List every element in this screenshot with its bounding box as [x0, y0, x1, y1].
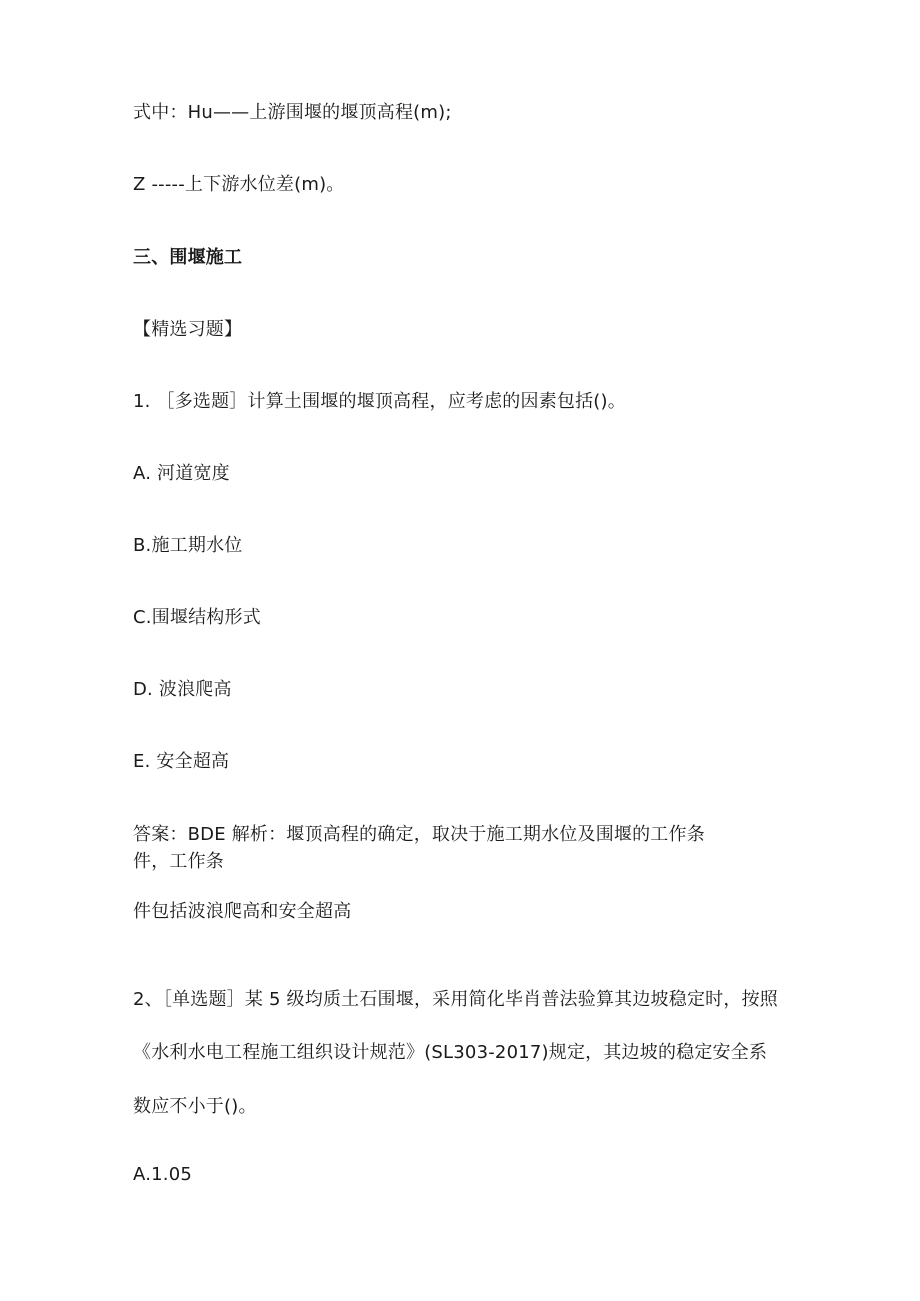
question-2-text-line-1: 2、［单选题］某 5 级均质土石围堰，采用简化毕肖普法验算其边坡稳定时，按照 — [133, 989, 778, 1010]
question-1-option-e: E. 安全超高 — [133, 751, 230, 772]
question-1-option-b: B.施工期水位 — [133, 535, 243, 556]
question-1-text: 1. ［多选题］计算土围堰的堰顶高程，应考虑的因素包括()。 — [133, 391, 626, 412]
question-1-option-a: A. 河道宽度 — [133, 463, 230, 484]
question-1-answer-line-2: 件，工作条 — [133, 851, 224, 872]
question-1-answer-line-1: 答案：BDE 解析：堰顶高程的确定，取决于施工期水位及围堰的工作条 — [133, 824, 705, 845]
question-2-text-line-3: 数应不小于()。 — [133, 1096, 257, 1117]
question-2-text-line-2: 《水利水电工程施工组织设计规范》(SL303-2017)规定，其边坡的稳定安全系 — [133, 1042, 768, 1063]
exercise-heading: 【精选习题】 — [133, 319, 243, 340]
question-1-answer-line-3: 件包括波浪爬高和安全超高 — [133, 901, 352, 922]
formula-definition-hu: 式中：Hu——上游围堰的堰顶高程(m); — [133, 102, 452, 123]
question-1-option-d: D. 波浪爬高 — [133, 679, 232, 700]
question-2-option-a: A.1.05 — [133, 1164, 192, 1185]
question-1-option-c: C.围堰结构形式 — [133, 607, 261, 628]
formula-definition-z: Z -----上下游水位差(m)。 — [133, 174, 345, 195]
section-heading: 三、围堰施工 — [133, 247, 243, 268]
